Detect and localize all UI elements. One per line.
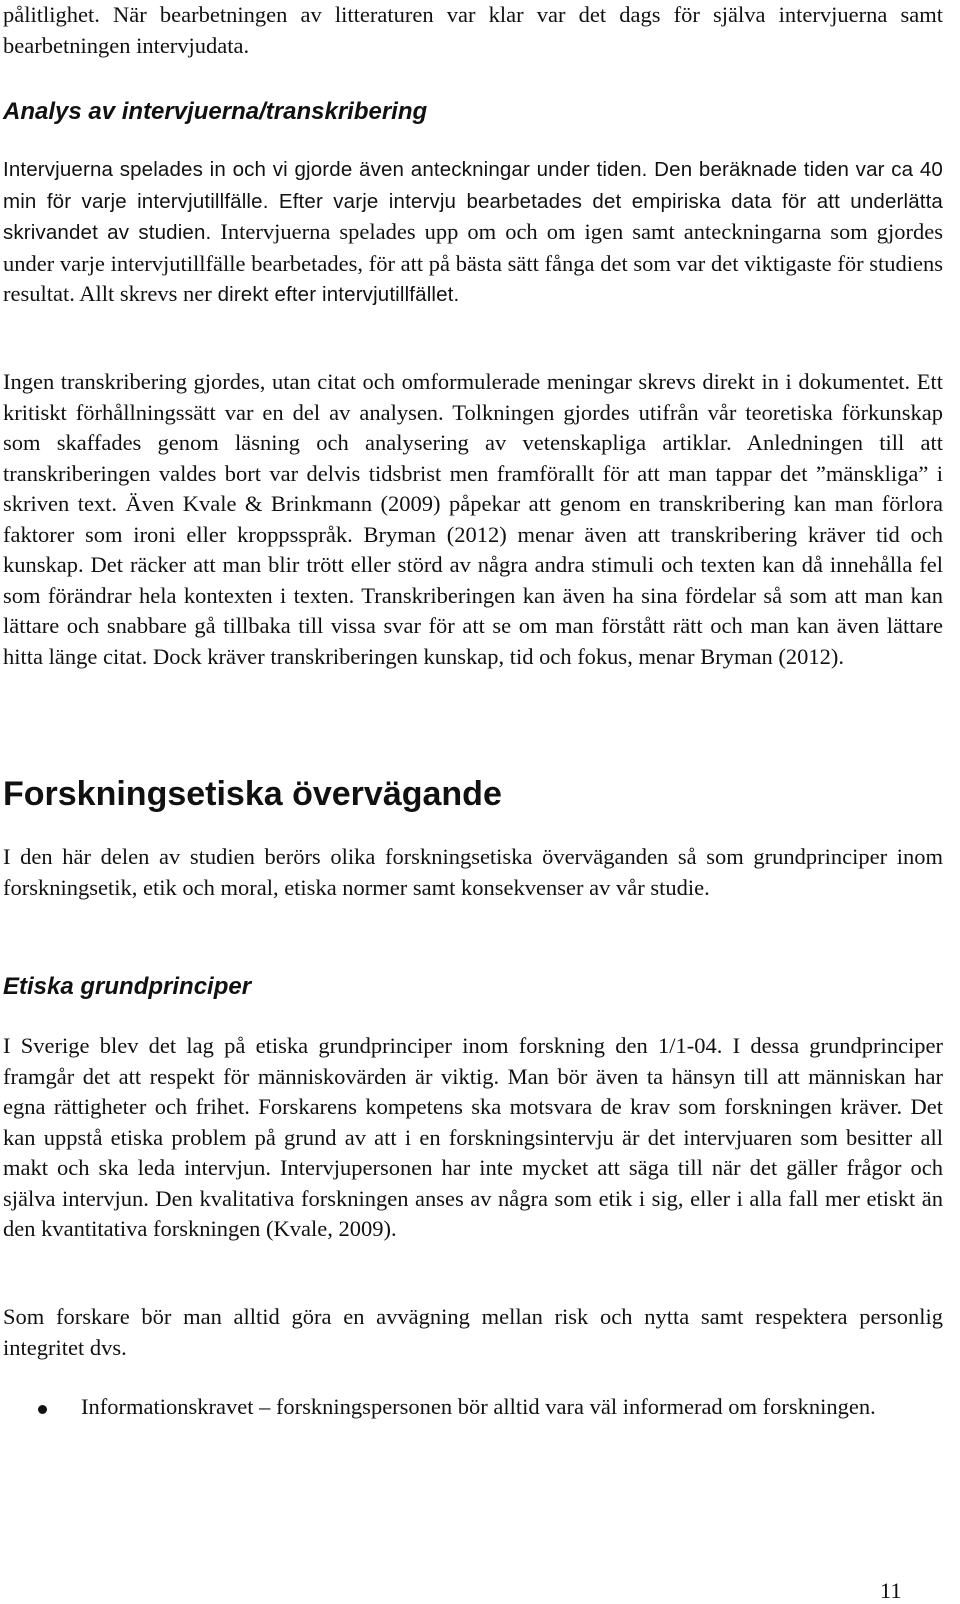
bullet-text: Informationskravet – forskningspersonen bör alltid vara väl informerad om forskningen. — [81, 1394, 876, 1419]
paragraph-forskningsetiska: I den här delen av studien berörs olika forskningsetiska överväganden så som grundprinciper inom forskningsetik, etik och moral, etiska normer samt konsekvenser av vår studie. — [3, 844, 943, 900]
paragraph-analys-sans-tail: direkt efter intervjutillfället. — [211, 283, 460, 306]
page-number: 11 — [880, 1578, 902, 1603]
paragraph-intro-tail: pålitlighet. När bearbetningen av litteraturen var klar var det dags för själva intervjuerna samt bearbetningen intervjudata. — [3, 2, 943, 58]
paragraph-transkribering: Ingen transkribering gjordes, utan citat och omformulerade meningar skrevs direkt in i dokumentet. Ett kritiskt förhållningssätt var en del av analysen. Tolkningen gjordes utifrån vår teoretiska förkunskap som skaffades genom läsning och analysering av vetenskapliga artiklar. Anledningen till att transkriberingen valdes bort var delvis tidsbrist men framförallt för att man tappar det ”mänskliga” i skriven text. Även Kvale & Brinkmann (2009) påpekar att genom en transkribering kan man förlora faktorer som ironi eller kroppsspråk. Bryman (2012) menar även att transkribering kräver tid och kunskap. Det räcker att man blir trött eller störd av några andra stimuli och texten kan då innehålla fel som förändrar hela kontexten i texten. Transkriberingen kan även ha sina fördelar så som att man kan lättare och snabbare gå tillbaka till vissa svar för att se om man förstått rätt och man kan även lättare hitta länge citat. Dock kräver transkriberingen kunskap, tid och fokus, menar Bryman (2012). — [3, 369, 943, 669]
paragraph-analys-sans: Intervjuerna spelades in och vi gjorde även anteckningar under tiden. Den beräknade tiden var ca 40 min för varje intervjutillfälle. Efter varje intervju bearbetades det empiriska data för att underlätta skrivandet av studien. — [3, 158, 943, 244]
paragraph-analys — [3, 154, 943, 311]
paragraph-etiska: I Sverige blev det lag på etiska grundprinciper inom forskning den 1/1-04. I dessa grundprinciper framgår det att respekt för människovärden är viktig. Man bör även ta hänsyn till att människan har egna rättigheter och frihet. Forskarens kompetens ska motsvara de krav som forskningen kräver. Det kan uppstå etiska problem på grund av att i en forskningsintervju är det intervjuaren som besitter all makt och ska leda intervjun. Intervjupersonen har inte mycket att säga till när det gäller frågor och själva intervjun. Den kvalitativa forskningen anses av några som etik i sig, eller i alla fall mer etiskt än den kvantitativa forskningen (Kvale, 2009). — [3, 1033, 943, 1241]
paragraph-analys-serif: Intervjuerna spelades upp om och om igen samt anteckningarna som gjordes under varje intervjutillfälle bearbetades, för att på bästa sätt fånga det som var det viktigaste för studiens resultat. Allt skrevs ner — [3, 219, 944, 306]
heading-etiska: Etiska grundprinciper — [3, 973, 252, 1000]
heading-analys: Analys av intervjuerna/transkribering — [3, 98, 428, 125]
heading-forskningsetiska: Forskningsetiska övervägande — [3, 775, 502, 813]
bullet-icon — [38, 1405, 47, 1414]
paragraph-forskare: Som forskare bör man alltid göra en avvägning mellan risk och nytta samt respektera personlig integritet dvs. — [3, 1304, 943, 1360]
